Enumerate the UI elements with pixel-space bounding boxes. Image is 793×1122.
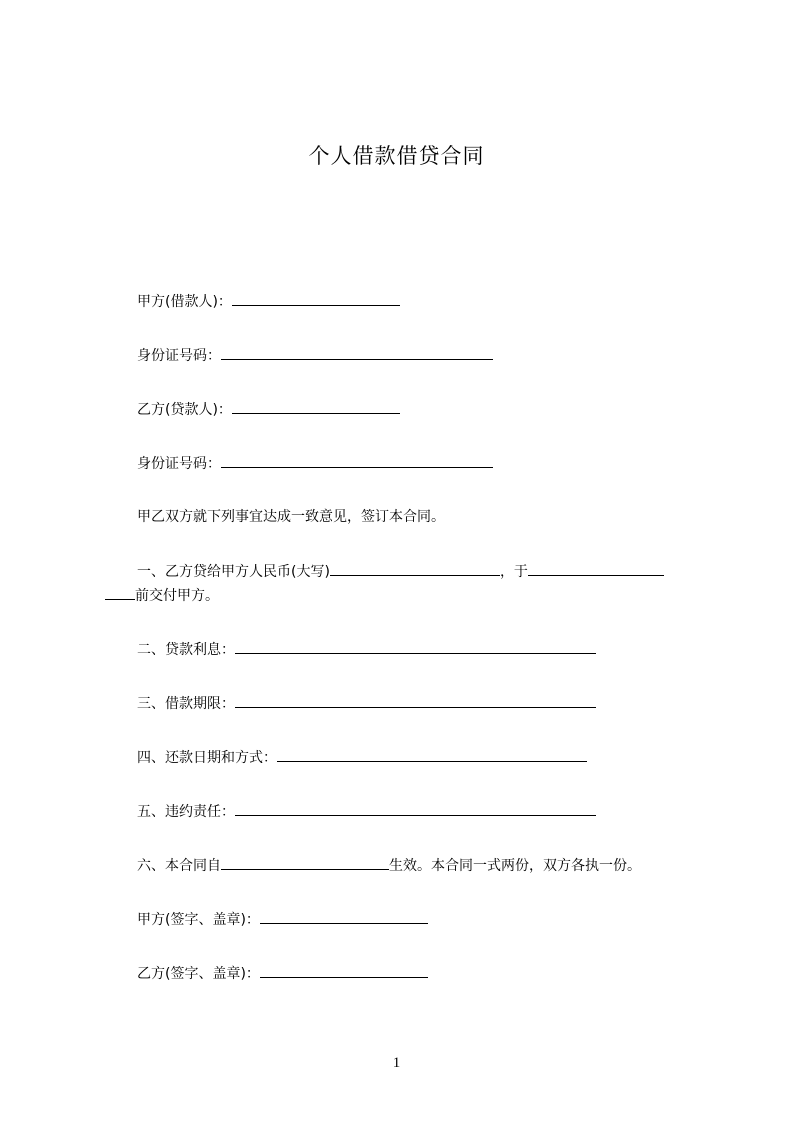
clause-1-tail: 前交付甲方。 <box>135 588 219 604</box>
sign-b-label: 乙方(签字、盖章)： <box>137 966 260 982</box>
party-a-blank[interactable] <box>232 291 400 306</box>
clause-6-tail: 生效。本合同一式两份，双方各执一份。 <box>389 858 641 874</box>
clause-6-blank[interactable] <box>221 855 389 870</box>
id-a-line <box>137 345 493 366</box>
party-b-line <box>137 399 400 420</box>
clause-1-line <box>137 561 664 582</box>
id-a-label: 身份证号码： <box>137 348 221 364</box>
id-b-blank[interactable] <box>221 453 493 468</box>
id-b-label: 身份证号码： <box>137 456 221 472</box>
clause-3-label: 三、借款期限： <box>137 696 235 712</box>
clause-5-label: 五、违约责任： <box>137 804 235 820</box>
clause-3-blank[interactable] <box>235 693 596 708</box>
clause-4-blank[interactable] <box>277 747 587 762</box>
clause-1-date-blank-cont[interactable] <box>105 585 135 600</box>
clause-5-line <box>137 801 596 822</box>
id-b-line <box>137 453 493 474</box>
party-b-blank[interactable] <box>232 399 400 414</box>
clause-4-line <box>137 747 587 768</box>
sign-a-label: 甲方(签字、盖章)： <box>137 912 260 928</box>
sign-b-line <box>137 963 428 984</box>
intro-paragraph: 甲乙双方就下列事宜达成一致意见，签订本合同。 <box>137 509 445 525</box>
clause-2-label: 二、贷款利息： <box>137 642 235 658</box>
sign-a-blank[interactable] <box>260 909 428 924</box>
party-a-label: 甲方(借款人)： <box>137 294 232 310</box>
sign-a-line <box>137 909 428 930</box>
id-a-blank[interactable] <box>221 345 493 360</box>
clause-6-line <box>137 855 641 876</box>
clause-5-blank[interactable] <box>235 801 596 816</box>
page-number: 1 <box>392 1055 401 1071</box>
clause-1-label: 一、乙方贷给甲方人民币(大写) <box>137 564 330 580</box>
clause-2-blank[interactable] <box>235 639 596 654</box>
clause-1-date-blank[interactable] <box>528 561 664 576</box>
clause-1-amount-blank[interactable] <box>330 561 500 576</box>
clause-2-line <box>137 639 596 660</box>
clause-1-connector: ，于 <box>499 564 528 580</box>
clause-4-label: 四、还款日期和方式： <box>137 750 277 766</box>
party-a-line <box>137 291 400 312</box>
clause-6-label: 六、本合同自 <box>137 858 221 874</box>
document-title: 个人借款借贷合同 <box>308 144 485 168</box>
sign-b-blank[interactable] <box>260 963 428 978</box>
clause-1-continuation <box>105 585 219 606</box>
party-b-label: 乙方(贷款人)： <box>137 402 232 418</box>
clause-3-line <box>137 693 596 714</box>
